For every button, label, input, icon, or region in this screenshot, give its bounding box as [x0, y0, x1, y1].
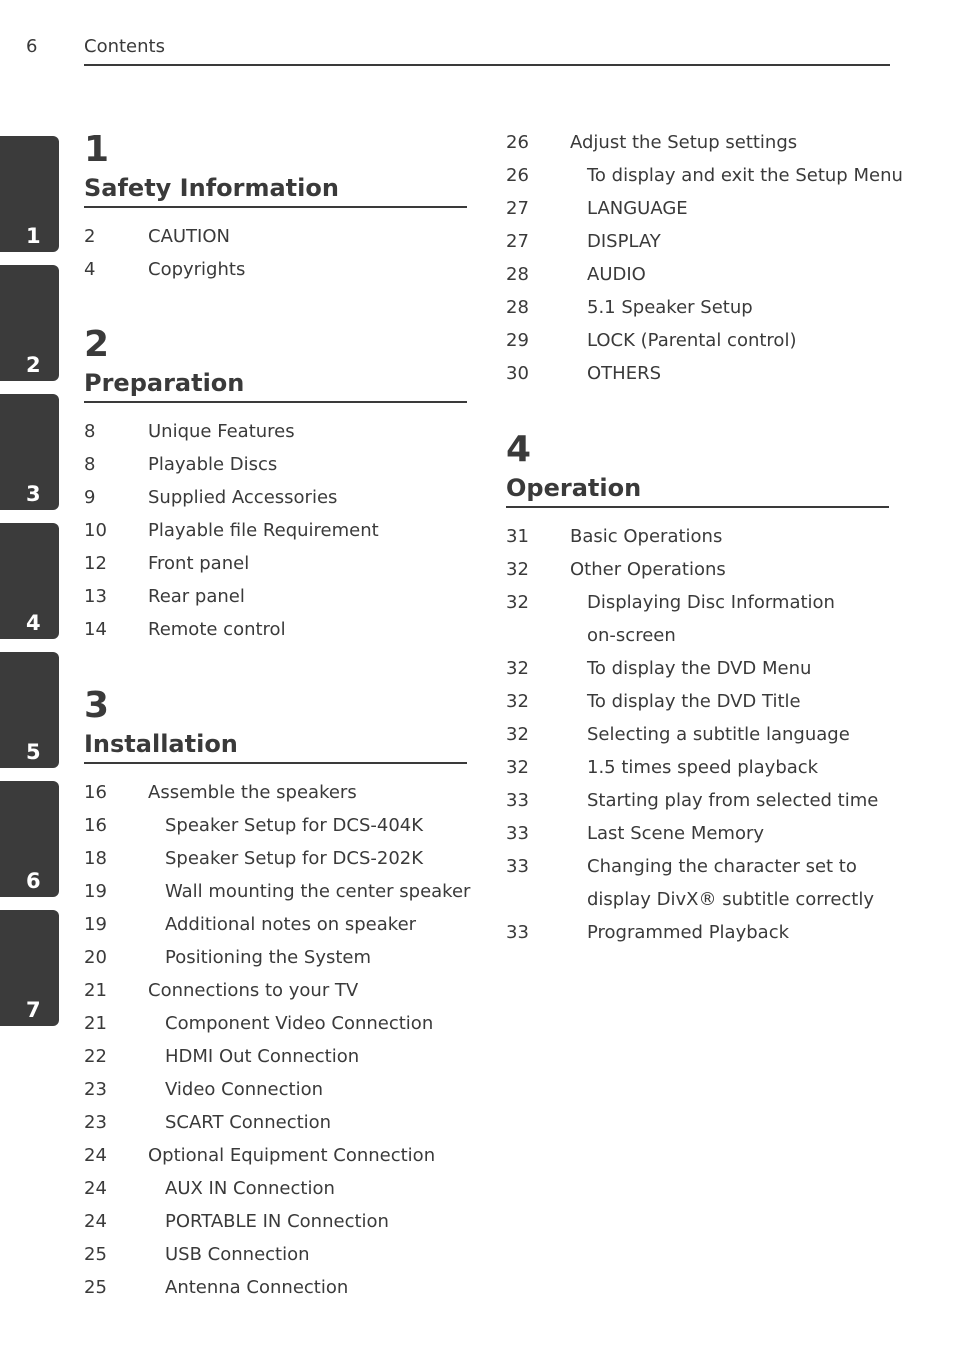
toc-page-number: 30: [506, 363, 529, 384]
toc-entry-text: 1.5 times speed playback: [587, 757, 819, 778]
toc-page-number: 32: [506, 592, 529, 613]
toc-entry-text: Video Connection: [165, 1079, 324, 1100]
toc-entry-text: Speaker Setup for DCS-202K: [165, 848, 424, 869]
toc-page-number: 27: [506, 198, 529, 219]
toc-entry-text: Programmed Playback: [587, 922, 790, 943]
toc-entry[interactable]: [84, 253, 467, 286]
toc-page-number: 32: [506, 559, 529, 580]
toc-page-number: 16: [84, 782, 107, 803]
chapter-tab-4[interactable]: [0, 523, 59, 639]
section-number: 2: [84, 324, 110, 365]
toc-entry[interactable]: [84, 908, 467, 941]
chapter-tab-label: 3: [26, 482, 41, 506]
toc-entry[interactable]: [84, 415, 467, 448]
toc-entry[interactable]: [84, 481, 467, 514]
header-rule: [84, 64, 890, 66]
toc-page-number: 26: [506, 165, 529, 186]
chapter-tab-label: 1: [26, 224, 41, 248]
toc-page-number: 29: [506, 330, 529, 351]
toc-page-number: 33: [506, 790, 529, 811]
toc-entry-list: [506, 520, 889, 949]
toc-entry[interactable]: [84, 1271, 467, 1304]
toc-entry-text: Speaker Setup for DCS-404K: [165, 815, 424, 836]
toc-page-number: 33: [506, 856, 529, 877]
chapter-tab-6[interactable]: [0, 781, 59, 897]
toc-entry-text: Remote control: [148, 619, 286, 640]
section-installation: [84, 685, 471, 1304]
toc-entry[interactable]: [506, 751, 889, 784]
toc-page-number: 23: [84, 1112, 107, 1133]
toc-page-number: 24: [84, 1178, 107, 1199]
toc-page-number: 32: [506, 757, 529, 778]
toc-page-number: 4: [84, 259, 96, 280]
toc-entry-text: Unique Features: [148, 421, 295, 442]
toc-entry-text: OTHERS: [587, 363, 662, 384]
section-rule: [84, 206, 467, 208]
section-title: Installation: [84, 730, 238, 758]
chapter-tab-label: 6: [26, 869, 41, 893]
toc-entry[interactable]: [84, 448, 467, 481]
toc-entry-text: Displaying Disc Information: [587, 592, 835, 613]
chapter-tab-label: 4: [26, 611, 41, 635]
chapter-tab-label: 2: [26, 353, 41, 377]
toc-entry-text: Component Video Connection: [165, 1013, 434, 1034]
toc-entry-text-continued: on-screen: [587, 625, 676, 646]
toc-entry-text: AUX IN Connection: [165, 1178, 335, 1199]
chapter-tab-label: 7: [26, 998, 41, 1022]
toc-entry[interactable]: [506, 718, 889, 751]
toc-entry[interactable]: [84, 1106, 467, 1139]
toc-entry-text: Positioning the System: [165, 947, 372, 968]
toc-entry-text: Basic Operations: [570, 526, 723, 547]
toc-page-number: 18: [84, 848, 107, 869]
toc-entry[interactable]: [506, 126, 889, 159]
toc-entry[interactable]: [506, 553, 889, 586]
toc-entry[interactable]: [506, 916, 889, 949]
toc-entry[interactable]: [84, 547, 467, 580]
toc-page-number: 13: [84, 586, 107, 607]
toc-entry[interactable]: [84, 941, 467, 974]
toc-entry-text: AUDIO: [587, 264, 646, 285]
section-preparation: [84, 325, 467, 646]
toc-entry-text: Adjust the Setup settings: [570, 132, 798, 153]
section-rule: [506, 506, 889, 508]
toc-page-number: 22: [84, 1046, 107, 1067]
toc-entry-text: PORTABLE IN Connection: [165, 1211, 389, 1232]
toc-entry[interactable]: [506, 159, 903, 192]
toc-page-number: 31: [506, 526, 529, 547]
toc-entry-text: HDMI Out Connection: [165, 1046, 360, 1067]
toc-entry[interactable]: [506, 192, 889, 225]
toc-entry[interactable]: [506, 324, 889, 357]
section-title: Safety Information: [84, 174, 339, 202]
toc-entry[interactable]: [506, 225, 889, 258]
toc-entry-text: LANGUAGE: [587, 198, 688, 219]
toc-page-number: 26: [506, 132, 529, 153]
toc-page-number: 19: [84, 914, 107, 935]
toc-page-number: 14: [84, 619, 107, 640]
toc-page-number: 27: [506, 231, 529, 252]
toc-page-number: 24: [84, 1211, 107, 1232]
chapter-tab-5[interactable]: [0, 652, 59, 768]
toc-entry-text: Additional notes on speaker: [165, 914, 417, 935]
toc-entry[interactable]: [84, 809, 467, 842]
toc-entry-text: Optional Equipment Connection: [148, 1145, 436, 1166]
toc-page-number: 33: [506, 922, 529, 943]
toc-entry[interactable]: [84, 1040, 467, 1073]
toc-entry[interactable]: [506, 357, 889, 390]
toc-page-number: 16: [84, 815, 107, 836]
toc-entry[interactable]: [84, 220, 467, 253]
toc-entry-list: [84, 776, 471, 1304]
toc-page-number: 19: [84, 881, 107, 902]
toc-page-number: 28: [506, 297, 529, 318]
toc-entry[interactable]: [506, 784, 889, 817]
toc-entry-list: [506, 126, 903, 390]
chapter-tab-7[interactable]: [0, 910, 59, 1026]
toc-entry-text: Rear panel: [148, 586, 245, 607]
toc-entry-text-continued: display DivX® subtitle correctly: [587, 889, 875, 910]
page-header: [0, 0, 954, 70]
chapter-tab-2[interactable]: [0, 265, 59, 381]
toc-entry[interactable]: [506, 817, 889, 850]
section-number: 3: [84, 685, 110, 726]
toc-entry-text: USB Connection: [165, 1244, 310, 1265]
toc-entry-list: [84, 220, 467, 286]
toc-entry-text: Copyrights: [148, 259, 246, 280]
toc-entry-text: 5.1 Speaker Setup: [587, 297, 753, 318]
toc-entry[interactable]: [84, 514, 467, 547]
toc-page-number: 9: [84, 487, 96, 508]
section-rule: [84, 401, 467, 403]
toc-page-number: 23: [84, 1079, 107, 1100]
toc-entry[interactable]: [506, 586, 889, 652]
toc-page-number: 25: [84, 1244, 107, 1265]
toc-entry[interactable]: [84, 613, 467, 646]
toc-entry-text: Playable file Requirement: [148, 520, 379, 541]
toc-entry[interactable]: [84, 1007, 467, 1040]
toc-entry-text: Other Operations: [570, 559, 726, 580]
toc-page-number: 32: [506, 691, 529, 712]
toc-entry[interactable]: [506, 291, 889, 324]
toc-entry-text: Supplied Accessories: [148, 487, 338, 508]
toc-page-number: 2: [84, 226, 96, 247]
toc-entry[interactable]: [84, 580, 467, 613]
toc-page-number: 28: [506, 264, 529, 285]
toc-entry-text: Wall mounting the center speaker: [165, 881, 471, 902]
contents-column-left: [84, 129, 471, 1304]
chapter-tab-1[interactable]: [0, 136, 59, 252]
chapter-tab-label: 5: [26, 740, 41, 764]
toc-entry[interactable]: [506, 652, 889, 685]
contents-column-right: [506, 126, 903, 949]
toc-entry-text: LOCK (Parental control): [587, 330, 797, 351]
section-rule: [84, 762, 467, 764]
toc-entry[interactable]: [84, 1172, 467, 1205]
toc-entry[interactable]: [84, 842, 467, 875]
toc-entry[interactable]: [84, 875, 471, 908]
section-operation: [506, 430, 889, 949]
toc-page-number: 8: [84, 454, 96, 475]
toc-entry[interactable]: [84, 1139, 467, 1172]
toc-entry[interactable]: [506, 685, 889, 718]
toc-entry-text: To display the DVD Menu: [587, 658, 812, 679]
toc-page-number: 25: [84, 1277, 107, 1298]
toc-entry[interactable]: [84, 1238, 467, 1271]
toc-entry-list: [84, 415, 467, 646]
toc-page-number: 12: [84, 553, 107, 574]
toc-entry[interactable]: [84, 974, 467, 1007]
toc-page-number: 32: [506, 724, 529, 745]
toc-page-number: 20: [84, 947, 107, 968]
toc-entry-text: Changing the character set to: [587, 856, 857, 877]
section-title: Preparation: [84, 369, 245, 397]
toc-entry-text: Antenna Connection: [165, 1277, 349, 1298]
toc-entry[interactable]: [506, 520, 889, 553]
section-number: 4: [506, 429, 532, 470]
section-number: 1: [84, 129, 110, 170]
toc-entry-text: Assemble the speakers: [148, 782, 357, 803]
toc-entry-text: To display the DVD Title: [587, 691, 801, 712]
toc-entry-text: DISPLAY: [587, 231, 661, 252]
toc-page-number: 24: [84, 1145, 107, 1166]
toc-entry-text: SCART Connection: [165, 1112, 332, 1133]
toc-entry[interactable]: [506, 258, 889, 291]
toc-page-number: 33: [506, 823, 529, 844]
toc-entry[interactable]: [84, 1073, 467, 1106]
toc-entry-text: To display and exit the Setup Menu: [587, 165, 903, 186]
page-number: 6: [26, 36, 38, 57]
toc-entry[interactable]: [506, 850, 889, 916]
toc-entry-text: Starting play from selected time: [587, 790, 879, 811]
toc-page-number: 8: [84, 421, 96, 442]
toc-entry-text: Front panel: [148, 553, 250, 574]
toc-page-number: 21: [84, 1013, 107, 1034]
toc-entry-text: Playable Discs: [148, 454, 278, 475]
header-title: Contents: [84, 36, 165, 57]
toc-entry-text: Selecting a subtitle language: [587, 724, 850, 745]
toc-entry[interactable]: [84, 776, 467, 809]
toc-page-number: 32: [506, 658, 529, 679]
toc-page-number: 10: [84, 520, 107, 541]
toc-entry-text: CAUTION: [148, 226, 230, 247]
toc-entry-text: Connections to your TV: [148, 980, 359, 1001]
chapter-tab-3[interactable]: [0, 394, 59, 510]
toc-page-number: 21: [84, 980, 107, 1001]
section-safety-information: [84, 130, 467, 286]
section-title: Operation: [506, 474, 642, 502]
toc-entry-text: Last Scene Memory: [587, 823, 765, 844]
toc-entry[interactable]: [84, 1205, 467, 1238]
